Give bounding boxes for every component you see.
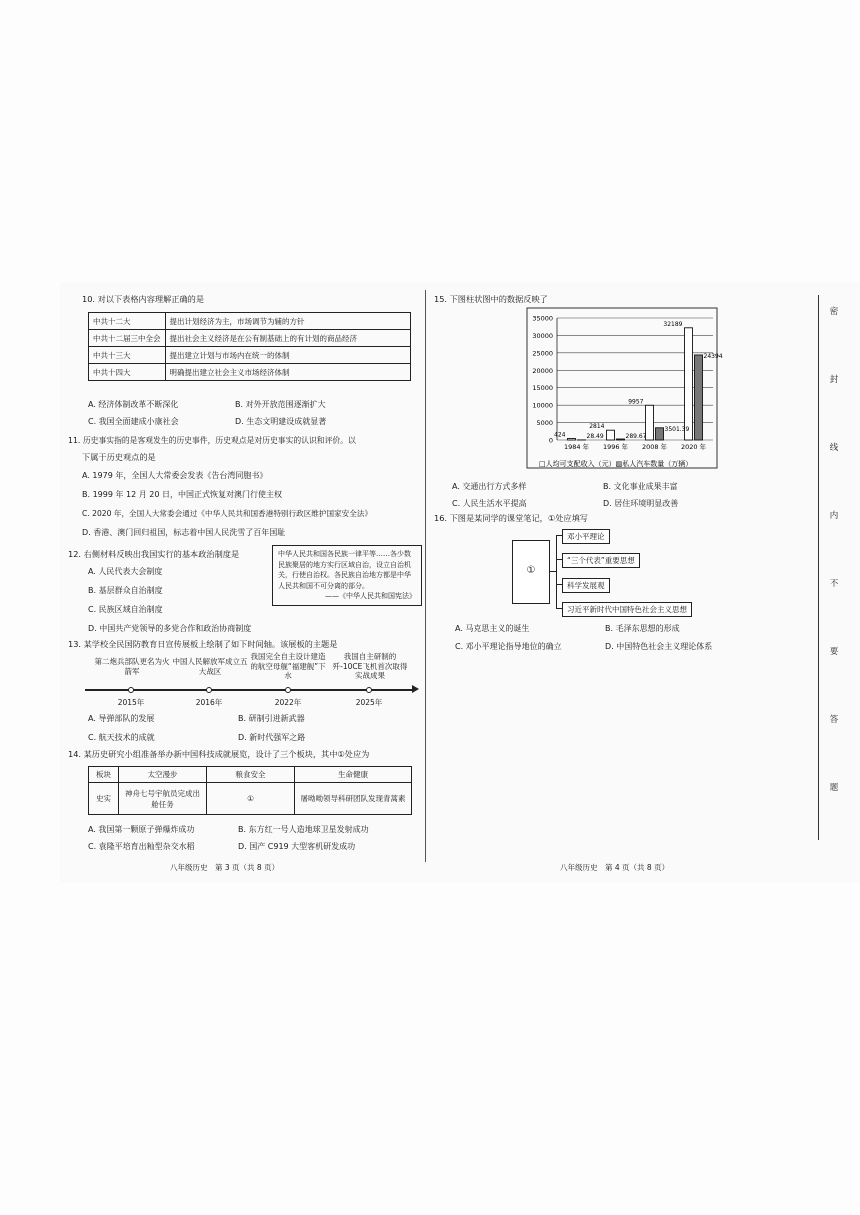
q13-year-2: 2016年	[195, 698, 223, 707]
q14-option-a[interactable]: A. 我国第一颗原子弹爆炸成功	[88, 825, 195, 834]
q16-option-c[interactable]: C. 邓小平理论指导地位的确立	[455, 642, 562, 651]
q13-option-c[interactable]: C. 航天技术的成就	[88, 733, 155, 742]
bar-income	[646, 405, 654, 440]
column-divider	[425, 290, 426, 862]
q11-option-b[interactable]: B. 1999 年 12 月 20 日，中国正式恢复对澳门行使主权	[82, 490, 283, 499]
bar-cars	[695, 355, 703, 440]
timeline-dot	[366, 687, 372, 693]
x-tick-label: 1996 年	[602, 443, 629, 451]
chart-bars	[568, 328, 703, 440]
table-row	[89, 783, 412, 815]
data-label-income: 32189	[663, 320, 683, 328]
q13-event-3: 我国完全自主设计建造的航空母舰“福建舰”下水	[250, 652, 326, 680]
y-tick-label: 15000	[532, 384, 553, 393]
q10-option-b[interactable]: B. 对外开放范围逐渐扩大	[235, 400, 326, 409]
timeline-dot	[285, 687, 291, 693]
sidebar-char: 线	[829, 443, 839, 453]
bar-income	[568, 439, 576, 440]
q15-stem: 15. 下图柱状图中的数据反映了	[434, 294, 548, 304]
data-label-income: 9957	[628, 398, 644, 406]
q13-event-1: 第二炮兵部队更名为火箭军	[94, 657, 170, 676]
q10-stem: 10. 对以下表格内容理解正确的是	[82, 294, 205, 304]
timeline-arrow-icon	[412, 685, 419, 693]
sidebar-char: 内	[829, 511, 839, 521]
y-tick-label: 5000	[536, 419, 553, 428]
q11-option-d[interactable]: D. 香港、澳门回归祖国，标志着中国人民洗雪了百年国耻	[82, 528, 286, 537]
bar-income	[607, 430, 615, 440]
table-cell: 提出社会主义经济是在公有制基础上的有计划的商品经济	[165, 330, 411, 347]
q15-option-c[interactable]: C. 人民生活水平提高	[452, 499, 527, 508]
sidebar-char: 题	[829, 783, 839, 793]
q10-table	[88, 312, 411, 381]
q15-bar-chart	[515, 306, 723, 474]
q10-option-c[interactable]: C. 我国全面建成小康社会	[88, 417, 179, 426]
q12-stem: 12. 右侧材料反映出我国实行的基本政治制度是	[68, 549, 240, 559]
table-cell: 中共十二届三中全会	[89, 330, 166, 347]
q13-event-2: 中国人民解放军成立五大战区	[172, 657, 248, 676]
table-cell: 提出建立计划与市场内在统一的体制	[165, 347, 411, 364]
q16-branch-4: 习近平新时代中国特色社会主义思想	[562, 602, 692, 617]
table-cell: 生命健康	[295, 767, 412, 783]
q13-year-3: 2022年	[274, 698, 302, 707]
table-row	[89, 364, 411, 381]
q14-table	[88, 766, 412, 815]
y-tick-label: 35000	[532, 314, 553, 323]
q13-option-a[interactable]: A. 导弹部队的发展	[88, 714, 155, 723]
q12-quote-text: 中华人民共和国各民族一律平等……各少数民族聚居的地方实行区域自治，设立自治机关，行使自治权。各民族自治地方都是中华人民共和国不可分离的部分。	[278, 550, 411, 590]
y-tick-label: 20000	[532, 366, 553, 375]
table-row	[89, 330, 411, 347]
bar-cars	[656, 428, 664, 440]
timeline-dot	[128, 687, 134, 693]
sidebar-char: 不	[829, 579, 839, 589]
left-page-footer: 八年级历史 第 3 页（共 8 页）	[170, 863, 280, 872]
q13-year-1: 2015年	[117, 698, 145, 707]
q11-stem-line2: 下属于历史观点的是	[82, 452, 156, 462]
y-tick-label: 30000	[532, 331, 553, 340]
y-tick-label: 25000	[532, 349, 553, 358]
table-cell: 神舟七号宇航员完成出舱任务	[119, 783, 207, 815]
sidebar-char: 要	[829, 647, 839, 657]
q16-branch-3: 科学发展观	[562, 578, 610, 593]
table-cell: 中共十四大	[89, 364, 166, 381]
q16-stem: 16. 下图是某同学的课堂笔记，①处应填写	[434, 513, 588, 523]
timeline-dot	[206, 687, 212, 693]
table-cell: ①	[207, 783, 295, 815]
x-tick-label: 2008 年	[641, 443, 668, 451]
table-row	[89, 313, 411, 330]
q16-branch-1: 邓小平理论	[562, 529, 610, 544]
chart-yticks	[532, 315, 553, 445]
bar-cars	[617, 439, 625, 440]
table-cell: 粮食安全	[207, 767, 295, 783]
x-tick-label: 1984 年	[563, 443, 590, 451]
table-row	[89, 767, 412, 783]
sidebar-char: 答	[829, 715, 839, 725]
bar-income	[685, 328, 693, 440]
data-label-income: 2814	[589, 423, 605, 431]
q13-event-4: 我国自主研制的歼-10CE飞机首次取得实战成果	[332, 652, 408, 680]
table-cell: 史实	[89, 783, 119, 815]
q12-quote-source: ——《中华人民共和国宪法》	[325, 592, 416, 600]
table-cell: 板块	[89, 767, 119, 783]
q16-option-d[interactable]: D. 中国特色社会主义理论体系	[605, 642, 713, 651]
q13-option-b[interactable]: B. 研制引进新武器	[238, 714, 305, 723]
x-tick-label: 2020 年	[680, 443, 707, 451]
q16-option-a[interactable]: A. 马克思主义的诞生	[455, 624, 530, 633]
data-label-income: 424	[554, 431, 566, 439]
q16-center-node: ①	[512, 540, 550, 604]
table-cell: 提出计划经济为主，市场调节为辅的方针	[165, 313, 411, 330]
table-cell: 中共十三大	[89, 347, 166, 364]
q12-option-d[interactable]: D. 中国共产党领导的多党合作和政治协商制度	[88, 624, 252, 633]
table-row	[89, 347, 411, 364]
q15-option-d[interactable]: D. 居住环境明显改善	[603, 499, 679, 508]
q14-option-d[interactable]: D. 国产 C919 大型客机研发成功	[238, 842, 356, 851]
q15-option-b[interactable]: B. 文化事业成果丰富	[603, 482, 678, 491]
q16-branch-2: “三个代表”重要思想	[562, 553, 640, 568]
q10-option-a[interactable]: A. 经济体制改革不断深化	[88, 400, 179, 409]
q11-option-c[interactable]: C. 2020 年，全国人大常委会通过《中华人民共和国香港特别行政区维护国家安全法》	[82, 509, 373, 518]
sidebar-char: 密	[829, 307, 839, 317]
data-label-cars: 28.49	[586, 433, 604, 440]
table-cell: 太空漫步	[119, 767, 207, 783]
q12-option-b[interactable]: B. 基层群众自治制度	[88, 586, 163, 595]
sidebar-char: 封	[829, 375, 839, 385]
q13-year-4: 2025年	[355, 698, 383, 707]
right-page-footer: 八年级历史 第 4 页（共 8 页）	[560, 863, 670, 872]
q16-option-b[interactable]: B. 毛泽东思想的形成	[605, 624, 680, 633]
q14-stem: 14. 某历史研究小组准备举办新中国科技成就展览，设计了三个板块，其中①处应为	[68, 749, 370, 759]
connector-line	[556, 535, 557, 608]
table-cell: 屠呦呦领导科研团队发现青蒿素	[295, 783, 412, 815]
seal-line-sidebar	[818, 295, 840, 840]
q10-option-d[interactable]: D. 生态文明建设成就显著	[235, 417, 327, 426]
q15-option-a[interactable]: A. 交通出行方式多样	[452, 482, 527, 491]
y-tick-label: 0	[548, 436, 553, 445]
q12-option-a[interactable]: A. 人民代表大会制度	[88, 567, 163, 576]
q13-stem: 13. 某学校全民国防教育日宣传展板上绘制了如下时间轴。该展板的主题是	[68, 639, 338, 649]
table-cell: 中共十二大	[89, 313, 166, 330]
data-label-cars: 289.67	[625, 433, 647, 440]
data-label-cars: 3501.39	[664, 425, 690, 433]
y-tick-label: 10000	[532, 401, 553, 410]
table-cell: 明确提出建立社会主义市场经济体制	[165, 364, 411, 381]
data-label-cars: 24394	[703, 352, 723, 360]
chart-legend: □人均可支配收入（元）▨私人汽车数量（万辆）	[539, 460, 693, 468]
q14-option-c[interactable]: C. 袁隆平培育出籼型杂交水稻	[88, 842, 195, 851]
q13-option-d[interactable]: D. 新时代强军之路	[238, 733, 306, 742]
chart-xticks	[564, 442, 707, 451]
q11-option-a[interactable]: A. 1979 年，全国人大常委会发表《告台湾同胞书》	[82, 471, 268, 480]
q12-quote-box	[272, 545, 422, 606]
q14-option-b[interactable]: B. 东方红一号人造地球卫星发射成功	[238, 825, 369, 834]
q12-option-c[interactable]: C. 民族区域自治制度	[88, 605, 163, 614]
q11-stem-line1: 11. 历史事实指的是客观发生的历史事件，历史观点是对历史事实的认识和评价。以	[68, 436, 356, 445]
